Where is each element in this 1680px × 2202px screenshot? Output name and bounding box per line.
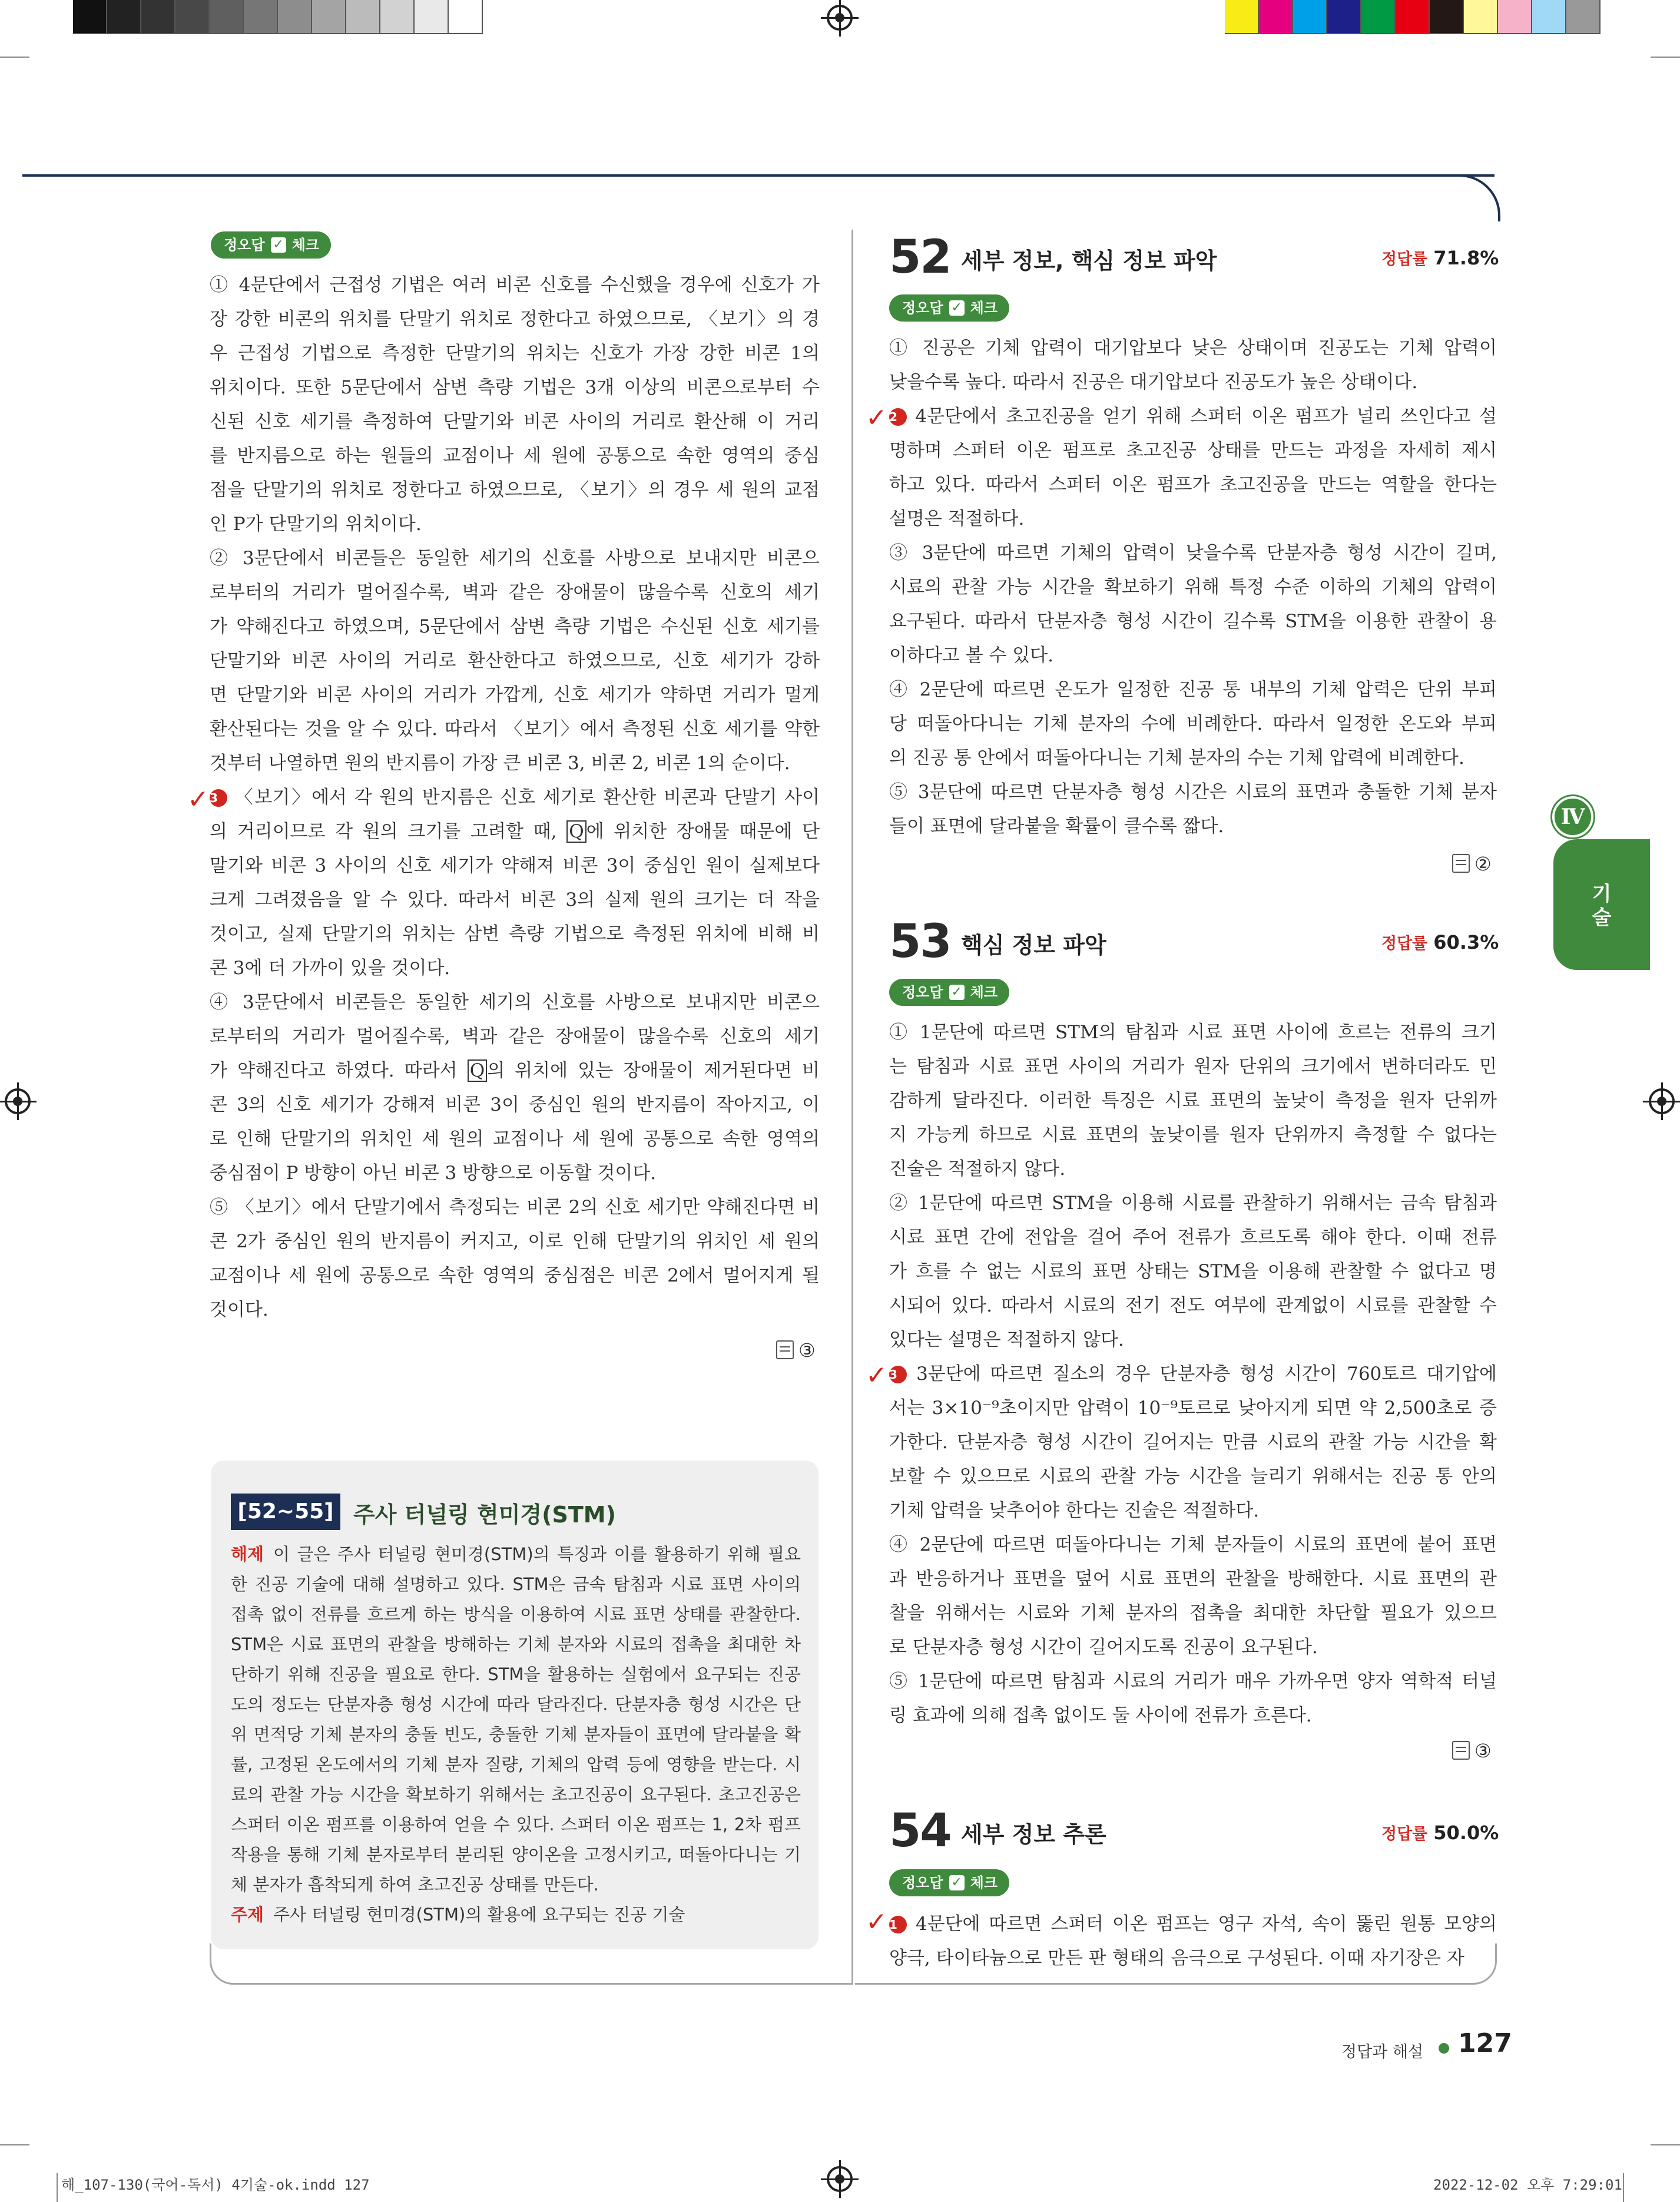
text-line: 하고 있다. 따라서 스퍼터 이온 펌프가 초고진공을 만드는 역할을 한다는 <box>889 474 1497 495</box>
crop-mark <box>1651 2144 1680 2145</box>
check-mark-icon: ✓ <box>866 403 887 433</box>
summary-line: 료의 관찰 가능 시간을 확보하기 위해서는 초고진공이 요구된다. 초고진공은 <box>231 1784 801 1804</box>
text-line: 보할 수 있으므로 시료의 관찰 가능 시간을 늘리기 위해서는 진공 통 안의 <box>889 1466 1497 1487</box>
accuracy-rate <box>1381 1821 1499 1844</box>
text-line: 2 4문단에서 초고진공을 얻기 위해 스퍼터 이온 펌프가 널리 쓰인다고 설 <box>889 406 1497 427</box>
check-badge <box>889 294 1009 322</box>
summary-line: 한 진공 기술에 대해 설명하고 있다. STM은 금속 탐침과 시료 표면 사이의 <box>231 1574 801 1594</box>
color-swatch <box>1532 0 1566 34</box>
text-line: ③ 3문단에 따르면 기체의 압력이 낮을수록 단분자층 형성 시간이 길며, <box>889 542 1497 564</box>
question-number: 54 <box>889 1804 951 1857</box>
color-swatch <box>380 0 415 34</box>
check-badge-label: 체크 <box>970 1875 998 1891</box>
color-swatch <box>1464 0 1498 34</box>
text-line: 로 인해 단말기의 위치인 세 원의 교점이나 세 원에 공통으로 속한 영역의 <box>210 1128 820 1150</box>
text-line: ④ 2문단에 따르면 떠돌아다니는 기체 분자들이 시료의 표면에 붙어 표면 <box>889 1534 1497 1555</box>
footer-label: 정답과 해설 <box>1341 2043 1423 2061</box>
color-swatch <box>244 0 278 34</box>
summary-line: 위 면적당 기체 분자의 충돌 빈도, 충돌한 기체 분자들이 표면에 달라붙을 확 <box>231 1724 801 1744</box>
check-badge-label: 체크 <box>291 237 319 253</box>
text-line: 신된 신호 세기를 측정하여 단말기와 비콘 사이의 거리로 환산해 이 거리 <box>210 411 820 432</box>
checkbox-icon: ✓ <box>949 1875 965 1890</box>
summary-line: 체 분자가 흡착되게 하여 초고진공 상태를 만든다. <box>231 1875 599 1895</box>
file-slug: 해_107-130(국어-독서) 4기술-ok.indd 127 <box>61 2177 370 2193</box>
text-line: ② 3문단에서 비콘들은 동일한 세기의 신호를 사방으로 보내지만 비콘으 <box>210 548 820 569</box>
check-badge <box>211 231 331 259</box>
answer-icon <box>1452 1741 1470 1760</box>
text-line: 가한다. 단분자층 형성 시간이 길어지는 만큼 시료의 관찰 가능 시간을 확 <box>889 1432 1497 1453</box>
color-swatch <box>1327 0 1361 34</box>
answer-icon <box>776 1340 794 1359</box>
color-swatch <box>1498 0 1532 34</box>
text-line: ④ 2문단에 따르면 온도가 일정한 진공 통 내부의 기체 압력은 단위 부피 <box>889 679 1497 700</box>
accuracy-rate-value: 50.0% <box>1433 1822 1499 1844</box>
text-line: 가 흐를 수 없는 시료의 표면 상태는 STM을 이용해 관찰할 수 없다고 명 <box>889 1261 1497 1282</box>
text-line: 로부터의 거리가 멀어질수록, 벽과 같은 장애물이 많을수록 신호의 세기 <box>210 1026 820 1047</box>
summary-line: 작용을 통해 기체 분자로부터 분리된 양이온을 고정시키고, 떠돌아다니는 기 <box>231 1845 801 1865</box>
text-line: 인 P가 단말기의 위치이다. <box>210 514 422 535</box>
text-line: 이하다고 볼 수 있다. <box>889 645 1053 666</box>
answer-value: ② <box>1474 853 1492 875</box>
check-badge <box>889 979 1009 1006</box>
crop-mark <box>0 2144 29 2145</box>
text-line: 중심점이 P 방향이 아닌 비콘 3 방향으로 이동할 것이다. <box>210 1163 657 1184</box>
explanation-left <box>210 268 820 1327</box>
color-swatch <box>1430 0 1464 34</box>
check-badge-label: 정오답 <box>902 1875 943 1891</box>
answer-indicator <box>1452 853 1492 875</box>
color-swatch <box>346 0 380 34</box>
check-badge-label: 체크 <box>970 984 998 1001</box>
text-line: 말기와 비콘 3 사이의 신호 세기가 약해져 비콘 3이 중심인 원이 실제보다 <box>210 855 820 876</box>
color-swatch <box>73 0 107 34</box>
text-line: 링 효과에 의해 접촉 없이도 둘 사이에 전류가 흐른다. <box>889 1705 1312 1726</box>
text-line: ① 4문단에서 근접성 기법은 여러 비콘 신호를 수신했을 경우에 신호가 가 <box>210 274 820 296</box>
text-line: ① 1문단에 따르면 STM의 탐침과 시료 표면 사이에 흐르는 전류의 크기 <box>889 1022 1497 1043</box>
accuracy-rate-label: 정답률 <box>1381 1825 1428 1843</box>
summary-topic: 주제 주사 터널링 현미경(STM)의 활용에 요구되는 진공 기술 <box>231 1905 685 1925</box>
text-line: 있다는 설명은 적절하지 않다. <box>889 1329 1124 1350</box>
summary-line: 도의 정도는 단분자층 형성 시간에 따라 달라진다. 단분자층 형성 시간은 단 <box>231 1694 801 1714</box>
question-title: 세부 정보 추론 <box>961 1822 1106 1847</box>
check-mark-icon: ✓ <box>866 1360 887 1390</box>
text-line: 것이다. <box>210 1299 269 1320</box>
crop-mark <box>1623 2173 1624 2202</box>
column-bottom-curve <box>210 1943 851 1985</box>
text-line: 진술은 적절하지 않다. <box>889 1158 1066 1180</box>
text-line: 가 약해진다고 하였으며, 5문단에서 삼변 측량 기법은 수신된 신호 세기를 <box>210 616 820 637</box>
text-line: 서는 3×10⁻⁹초이지만 압력이 10⁻⁹토르로 낮아지게 되면 약 2,500초로 증 <box>889 1398 1497 1419</box>
accuracy-rate-value: 60.3% <box>1433 931 1499 953</box>
text-line: 환산된다는 것을 알 수 있다. 따라서 〈보기〉에서 측정된 신호 세기를 약한 <box>210 718 820 740</box>
text-line: 3 3문단에 따르면 질소의 경우 단분자층 형성 시간이 760토르 대기압에 <box>889 1363 1497 1385</box>
footer-dot-icon <box>1439 2043 1449 2054</box>
cmyk-color-bar <box>1225 0 1601 34</box>
accuracy-rate-label: 정답률 <box>1381 935 1428 953</box>
text-line: 교점이나 세 원에 공통으로 속한 영역의 중심점은 비콘 2에서 멀어지게 될 <box>210 1265 820 1286</box>
text-line: 면 단말기와 비콘 사이의 거리가 가깝게, 신호 세기가 약하면 거리가 멀게 <box>210 684 820 706</box>
crop-mark <box>0 57 29 58</box>
answer-indicator <box>776 1339 816 1362</box>
crop-mark <box>57 2173 58 2202</box>
explanation-q52 <box>889 331 1497 843</box>
accuracy-rate-value: 71.8% <box>1433 247 1499 269</box>
text-line: 는 탐침과 시료 표면 사이의 거리가 원자 단위의 크기에서 변하더라도 민 <box>889 1056 1497 1077</box>
color-swatch <box>210 0 244 34</box>
explanation-q54 <box>889 1907 1497 1975</box>
color-swatch <box>1361 0 1396 34</box>
answer-indicator <box>1452 1740 1492 1762</box>
text-line: 양극, 타이타늄으로 만든 판 형태의 음극으로 구성된다. 이때 자기장은 자 <box>889 1948 1464 1969</box>
text-line: 1 4문단에 따르면 스퍼터 이온 펌프는 영구 자석, 속이 뚫린 원통 모양의 <box>889 1913 1497 1935</box>
text-line: 명하며 스퍼터 이온 펌프로 초고진공 상태를 만드는 과정을 자세히 제시 <box>889 440 1497 461</box>
question-title: 세부 정보, 핵심 정보 파악 <box>961 248 1217 274</box>
summary-line: 접촉 없이 전류를 흐르게 하는 방식을 이용하여 시료 표면 상태를 관찰한다. <box>231 1604 801 1624</box>
checkbox-icon: ✓ <box>949 985 965 1000</box>
header-rule <box>22 174 1495 177</box>
summary-range: [52~55] <box>231 1494 340 1530</box>
explanation-q53 <box>889 1015 1497 1733</box>
check-badge-label: 정오답 <box>902 984 943 1001</box>
text-line: 크게 그려졌음을 알 수 있다. 따라서 비콘 3의 실제 원의 크기는 더 작을 <box>210 889 820 910</box>
page-number: 127 <box>1458 2028 1512 2058</box>
registration-mark-icon <box>827 5 853 31</box>
check-badge-label: 정오답 <box>224 237 265 253</box>
color-swatch <box>175 0 210 34</box>
text-line: 를 반지름으로 하는 원들의 교점이나 세 원에 공통으로 속한 영역의 중심 <box>210 445 820 466</box>
text-line: 것이고, 실제 단말기의 위치는 삼변 측량 기법으로 측정된 위치에 비해 비 <box>210 923 820 945</box>
answer-icon <box>1452 854 1470 873</box>
text-line: 콘 3에 더 가까이 있을 것이다. <box>210 958 450 979</box>
text-line: 당 떠돌아다니는 기체 분자의 수에 비례한다. 따라서 일정한 온도와 부피 <box>889 713 1497 734</box>
summary-title: 주사 터널링 현미경(STM) <box>353 1502 616 1528</box>
text-line: 낮을수록 높다. 따라서 진공은 대기압보다 진공도가 높은 상태이다. <box>889 372 1418 393</box>
color-swatch <box>1293 0 1327 34</box>
color-swatch <box>1225 0 1259 34</box>
correct-choice-number-icon: 3 <box>210 789 227 807</box>
text-line: 시되어 있다. 따라서 시료의 전기 전도 여부에 관계없이 시료를 관찰할 수 <box>889 1295 1497 1316</box>
registration-mark-icon <box>1649 1088 1675 1114</box>
text-line: ⑤ 1문단에 따르면 탐침과 시료의 거리가 매우 가까우면 양자 역학적 터널 <box>889 1671 1497 1692</box>
chapter-side-tab-label: 기술 <box>1592 882 1612 929</box>
question-number: 52 <box>889 231 951 284</box>
text-line: 단말기와 비콘 사이의 거리로 환산한다고 하였으므로, 신호 세기가 강하 <box>210 650 820 671</box>
question-title: 핵심 정보 파악 <box>961 932 1106 958</box>
check-mark-icon: ✓ <box>187 784 209 814</box>
color-swatch <box>278 0 312 34</box>
summary-line: 스퍼터 이온 펌프를 이용하여 얻을 수 있다. 스퍼터 이온 펌프는 1, 2차 펌프 <box>231 1814 801 1835</box>
text-line: 들이 표면에 달라붙을 확률이 클수록 짧다. <box>889 816 1224 837</box>
text-line: 지 가능케 하므로 시료 표면의 높낮이를 원자 단위까지 측정할 수 없다는 <box>889 1124 1497 1145</box>
color-swatch <box>141 0 175 34</box>
crop-mark <box>1651 57 1680 58</box>
column-divider <box>851 230 853 1985</box>
text-line: 의 진공 통 안에서 떠돌아다니는 기체 분자의 수는 기체 압력에 비례한다. <box>889 747 1464 769</box>
text-line: 로 단분자층 형성 시간이 길어지도록 진공이 요구된다. <box>889 1637 1318 1658</box>
text-line: 로부터의 거리가 멀어질수록, 벽과 같은 장애물이 많을수록 신호의 세기 <box>210 582 820 603</box>
color-swatch <box>1566 0 1601 34</box>
color-swatch <box>312 0 346 34</box>
check-mark-icon: ✓ <box>866 1907 887 1937</box>
text-line: 3 〈보기〉에서 각 원의 반지름은 신호 세기로 환산한 비콘과 단말기 사이 <box>210 787 820 808</box>
registration-mark-icon <box>827 2166 853 2192</box>
color-swatch <box>449 0 483 34</box>
answer-value: ③ <box>798 1339 816 1362</box>
text-line: ⑤ 〈보기〉에서 단말기에서 측정되는 비콘 2의 신호 세기만 약해진다면 비 <box>210 1197 820 1218</box>
check-badge-label: 체크 <box>970 300 998 316</box>
text-line: ⑤ 3문단에 따르면 단분자층 형성 시간은 시료의 표면과 충돌한 기체 분자 <box>889 782 1497 803</box>
summary-line: 단하기 위해 진공을 필요로 한다. STM을 활용하는 실험에서 요구되는 진공 <box>231 1664 801 1684</box>
correct-choice-number-icon: 3 <box>889 1366 907 1383</box>
text-line: 요구된다. 따라서 단분자층 형성 시간이 길수록 STM을 이용한 관찰이 용 <box>889 611 1497 632</box>
summary-juje-label: 주제 <box>231 1905 264 1925</box>
text-line: 점을 단말기의 위치로 정한다고 하였으므로, 〈보기〉의 경우 세 원의 교점 <box>210 479 820 501</box>
text-line: ④ 3문단에서 비콘들은 동일한 세기의 신호를 사방으로 보내지만 비콘으 <box>210 992 820 1013</box>
correct-choice-number-icon: 1 <box>889 1916 907 1933</box>
check-badge <box>889 1869 1009 1896</box>
boxed-label-q: Q <box>566 820 586 843</box>
color-swatch <box>107 0 141 34</box>
text-line: 장 강한 비콘의 위치를 단말기 위치로 정한다고 하였으므로, 〈보기〉의 경 <box>210 309 820 330</box>
text-line: 찰을 위해서는 시료와 기체 분자의 접촉을 최대한 차단할 필요가 있으므 <box>889 1602 1497 1624</box>
correct-choice-number-icon: 2 <box>889 408 907 426</box>
text-line: 가 약해진다고 하였다. 따라서 Q 의 위치에 있는 장애물이 제거된다면 비 <box>210 1060 820 1081</box>
print-timestamp: 2022-12-02 오후 7:29:01 <box>1433 2177 1622 2193</box>
registration-mark-icon <box>5 1088 31 1114</box>
summary-line: 해제 이 글은 주사 터널링 현미경(STM)의 특징과 이를 활용하기 위해 필요 <box>231 1544 801 1564</box>
text-line: 기체 압력을 낮추어야 한다는 진술은 적절하다. <box>889 1500 1260 1521</box>
text-line: ① 진공은 기체 압력이 대기압보다 낮은 상태이며 진공도는 기체 압력이 <box>889 337 1497 359</box>
summary-haeje-label: 해제 <box>231 1544 264 1564</box>
text-line: 의 거리이므로 각 원의 크기를 고려할 때, Q 에 위치한 장애물 때문에 단 <box>210 821 820 842</box>
gray-color-bar <box>73 0 483 34</box>
color-swatch <box>1396 0 1430 34</box>
color-swatch <box>415 0 449 34</box>
text-line: 것부터 나열하면 원의 반지름이 가장 큰 비콘 3, 비콘 2, 비콘 1의 순이다. <box>210 753 790 774</box>
text-line: 우 근접성 기법으로 측정한 단말기의 위치는 신호가 가장 강한 비콘 1의 <box>210 343 820 364</box>
color-swatch <box>1259 0 1293 34</box>
text-line: ② 1문단에 따르면 STM을 이용해 시료를 관찰하기 위해서는 금속 탐침과 <box>889 1193 1497 1214</box>
check-badge-label: 정오답 <box>902 300 943 316</box>
summary-text <box>231 1539 801 1930</box>
text-line: 위치이다. 또한 5문단에서 삼변 측량 기법은 3개 이상의 비콘으로부터 수 <box>210 377 820 398</box>
checkbox-icon: ✓ <box>949 300 965 316</box>
boxed-label-q: Q <box>468 1059 487 1082</box>
accuracy-rate <box>1381 246 1499 269</box>
header-rule-curve <box>1437 174 1500 221</box>
answer-value: ③ <box>1474 1740 1492 1762</box>
question-number: 53 <box>889 915 951 968</box>
text-line: 과 반응하거나 표면을 덮어 시료 표면의 관찰을 방해한다. 시료 표면의 관 <box>889 1568 1497 1590</box>
text-line: 콘 3의 신호 세기가 강해져 비콘 3이 중심인 원의 반지름이 작아지고, 이 <box>210 1094 820 1115</box>
text-line: 시료의 관찰 가능 시간을 확보하기 위해 특정 수준 이하의 기체의 압력이 <box>889 577 1497 598</box>
accuracy-rate-label: 정답률 <box>1381 250 1428 269</box>
text-line: 콘 2가 중심인 원의 반지름이 커지고, 이로 인해 단말기의 위치인 세 원의 <box>210 1231 820 1252</box>
text-line: 설명은 적절하다. <box>889 508 1025 529</box>
checkbox-icon: ✓ <box>271 237 286 253</box>
summary-line: 률, 고정된 온도에서의 기체 분자 질량, 기체의 압력 등에 영향을 받는다. 시 <box>231 1754 801 1774</box>
accuracy-rate <box>1381 931 1499 953</box>
text-line: 감하게 달라진다. 이러한 특징은 시료 표면의 높낮이 측정을 원자 단위까 <box>889 1090 1497 1111</box>
summary-line: STM은 시료 표면의 관찰을 방해하는 기체 분자와 시료의 접촉을 최대한 차 <box>231 1634 801 1654</box>
chapter-number-badge: Ⅳ <box>1552 796 1593 837</box>
text-line: 시료 표면 간에 전압을 걸어 주어 전류가 흐르도록 해야 한다. 이때 전류 <box>889 1227 1497 1248</box>
